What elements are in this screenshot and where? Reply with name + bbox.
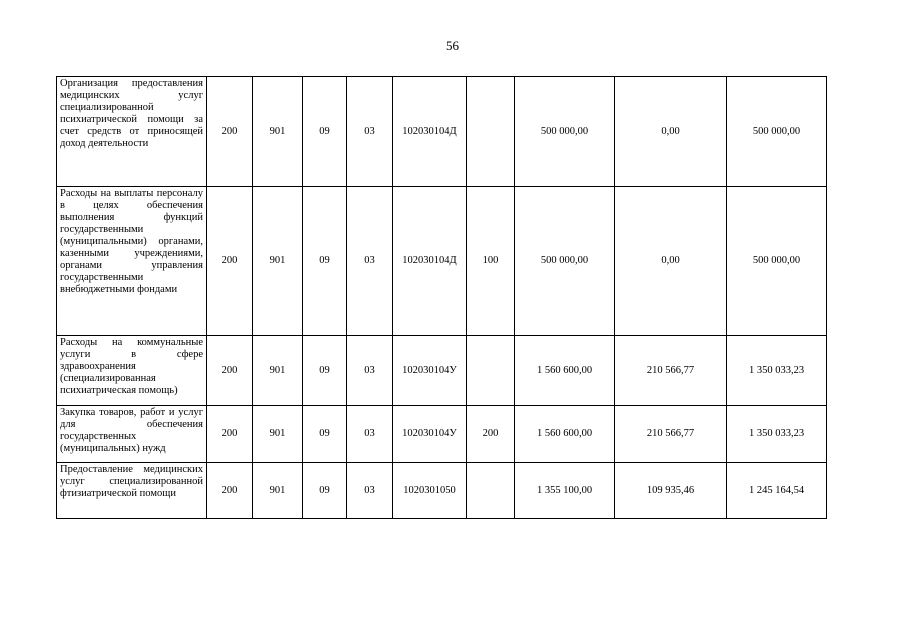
row-code1: 200 (207, 336, 253, 406)
table-row (57, 463, 827, 519)
row-section: 09 (303, 77, 347, 187)
row-subsection: 03 (347, 187, 393, 336)
row-amount: 500 000,00 (515, 187, 615, 336)
row-code1: 200 (207, 187, 253, 336)
row-code1: 200 (207, 463, 253, 519)
table-row (57, 77, 827, 187)
table-row (57, 336, 827, 406)
row-expense-type (467, 77, 515, 187)
row-code2: 901 (253, 77, 303, 187)
row-remaining: 1 350 033,23 (727, 406, 827, 463)
row-description: Предоставление медицинских услуг специализированной фтизиатрической помощи (57, 463, 207, 519)
row-executed: 210 566,77 (615, 336, 727, 406)
row-subsection: 03 (347, 77, 393, 187)
row-target: 102030104Д (393, 77, 467, 187)
row-remaining: 1 245 164,54 (727, 463, 827, 519)
row-expense-type: 200 (467, 406, 515, 463)
row-expense-type: 100 (467, 187, 515, 336)
row-target: 102030104Д (393, 187, 467, 336)
row-code1: 200 (207, 406, 253, 463)
row-remaining: 500 000,00 (727, 77, 827, 187)
row-section: 09 (303, 187, 347, 336)
row-executed: 109 935,46 (615, 463, 727, 519)
row-amount: 1 560 600,00 (515, 406, 615, 463)
row-target: 102030104У (393, 406, 467, 463)
row-section: 09 (303, 463, 347, 519)
row-description: Расходы на коммунальные услуги в сфере здравоохранения (специализированная психиатрическая помощь) (57, 336, 207, 406)
page-number: 56 (446, 38, 459, 53)
row-executed: 0,00 (615, 77, 727, 187)
row-section: 09 (303, 336, 347, 406)
budget-table (56, 76, 827, 519)
row-code2: 901 (253, 463, 303, 519)
row-code1: 200 (207, 77, 253, 187)
row-code2: 901 (253, 187, 303, 336)
row-amount: 1 560 600,00 (515, 336, 615, 406)
row-amount: 500 000,00 (515, 77, 615, 187)
row-remaining: 1 350 033,23 (727, 336, 827, 406)
row-remaining: 500 000,00 (727, 187, 827, 336)
row-target: 102030104У (393, 336, 467, 406)
row-executed: 210 566,77 (615, 406, 727, 463)
row-expense-type (467, 336, 515, 406)
row-section: 09 (303, 406, 347, 463)
row-description: Расходы на выплаты персоналу в целях обеспечения выполнения функций государственными (муниципальными) органами, казенными учреждениями, органами управления государственными внебюджетными фондами (57, 187, 207, 336)
row-code2: 901 (253, 406, 303, 463)
row-code2: 901 (253, 336, 303, 406)
row-executed: 0,00 (615, 187, 727, 336)
table-row (57, 187, 827, 336)
row-subsection: 03 (347, 336, 393, 406)
row-subsection: 03 (347, 406, 393, 463)
table-row (57, 406, 827, 463)
row-description: Организация предоставления медицинских услуг специализированной психиатрической помощи за счет средств от приносящей доход деятельности (57, 77, 207, 187)
row-amount: 1 355 100,00 (515, 463, 615, 519)
row-expense-type (467, 463, 515, 519)
row-target: 1020301050 (393, 463, 467, 519)
row-subsection: 03 (347, 463, 393, 519)
row-description: Закупка товаров, работ и услуг для обеспечения государственных (муниципальных) нужд (57, 406, 207, 463)
